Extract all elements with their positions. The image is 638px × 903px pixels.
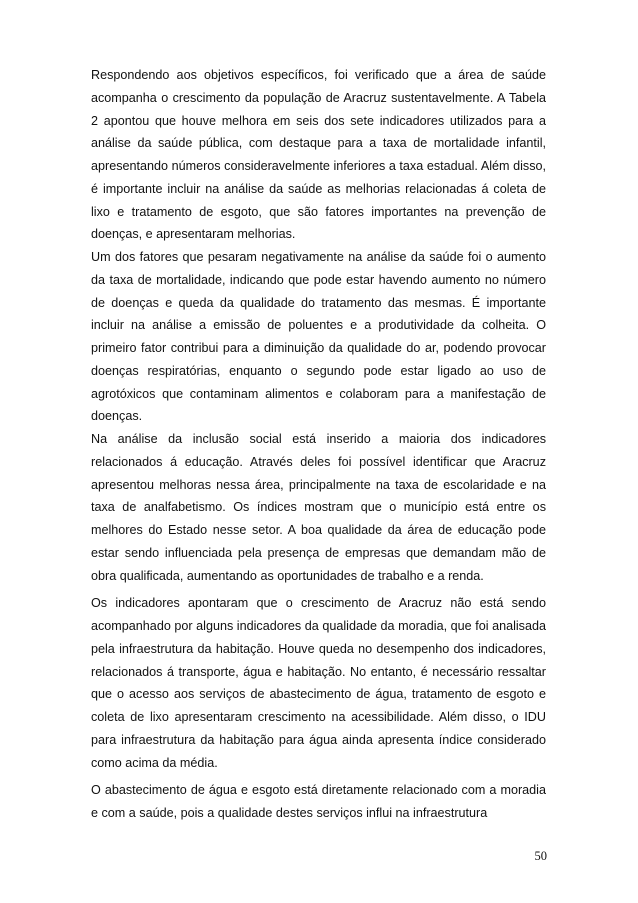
paragraph-health-objectives: Respondendo aos objetivos específicos, foi verificado que a área de saúde acompanha o crescimento da população de Aracruz sustentavelmente. A Tabela 2 apontou que houve melhora em seis dos sete indicadores utilizados para a análise da saúde pública, com destaque para a taxa de mortalidade infantil, apresentando números consideravelmente inferiores a taxa estadual. Além disso, é importante incluir na análise da saúde as melhorias relacionadas á coleta de lixo e tratamento de esgoto, que são fatores importantes na prevenção de doenças, e apresentaram melhorias. <box>91 68 546 242</box>
paragraph-negative-factors: Um dos fatores que pesaram negativamente na análise da saúde foi o aumento da taxa de mortalidade, indicando que pode estar havendo aumento no número de doenças e queda da qualidade do tratamento das mesmas. É importante incluir na análise a emissão de poluentes e a produtividade da colheita. O primeiro fator contribui para a diminuição da qualidade do ar, podendo provocar doenças respiratórias, enquanto o segundo pode estar ligado ao uso de agrotóxicos que contaminam alimentos e colaboram para a manifestação de doenças. <box>91 250 546 424</box>
body-text <box>91 64 546 825</box>
paragraph-social-inclusion: Na análise da inclusão social está inserido a maioria dos indicadores relacionados á educação. Através deles foi possível identificar que Aracruz apresentou melhoras nessa área, principalmente na taxa de escolaridade e na taxa de analfabetismo. Os índices mostram que o município está entre os melhores do Estado nesse setor. A boa qualidade da área de educação pode estar sendo influenciada pela presença de empresas que demandam mão de obra qualificada, aumentando as oportunidades de trabalho e a renda. <box>91 432 546 583</box>
page-number: 50 <box>534 849 547 863</box>
paragraph-water-sewage: O abastecimento de água e esgoto está diretamente relacionado com a moradia e com a saúde, pois a qualidade destes serviços influi na infraestrutura <box>91 783 546 820</box>
paragraph-housing-quality: Os indicadores apontaram que o crescimento de Aracruz não está sendo acompanhado por alguns indicadores da qualidade da moradia, que foi analisada pela infraestrutura da habitação. Houve queda no desempenho dos indicadores, relacionados á transporte, água e habitação. No entanto, é necessário ressaltar que o acesso aos serviços de abastecimento de água, tratamento de esgoto e coleta de lixo apresentaram crescimento na acessibilidade. Além disso, o IDU para infraestrutura da habitação para água ainda apresenta índice considerado como acima da média. <box>91 596 546 770</box>
